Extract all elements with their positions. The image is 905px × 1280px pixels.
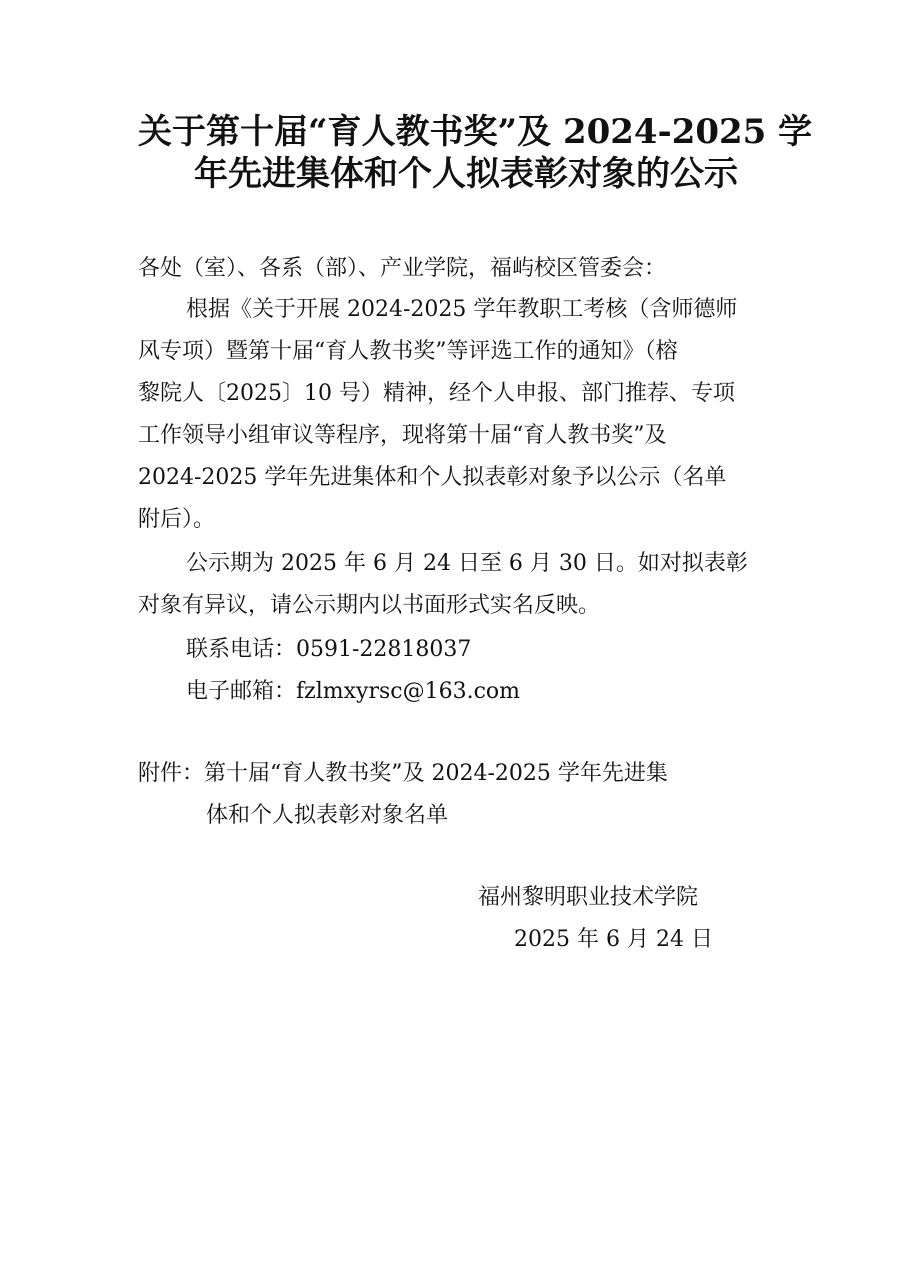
- body-line: 黎院人〔2025〕10 号）精神，经个人申报、部门推荐、专项: [138, 381, 735, 406]
- document-title-line-1: 关于第十届“育人教书奖”及 2024-2025 学: [138, 112, 813, 152]
- body-line: 工作领导小组审议等程序，现将第十届“育人教书奖”及: [138, 423, 667, 448]
- body-line: 2024-2025 学年先进集体和个人拟表彰对象予以公示（名单: [138, 465, 727, 490]
- contact-email: 电子邮箱：fzlmxyrsc@163.com: [186, 679, 521, 704]
- attachment-line-1: 附件：第十届“育人教书奖”及 2024-2025 学年先进集: [138, 761, 668, 786]
- salutation: 各处（室）、各系（部）、产业学院，福屿校区管委会：: [138, 256, 667, 281]
- attachment-line-2: 体和个人拟表彰对象名单: [206, 803, 449, 828]
- period-line: 公示期为 2025 年 6 月 24 日至 6 月 30 日。如对拟表彰: [186, 551, 748, 576]
- period-line: 对象有异议，请公示期内以书面形式实名反映。: [138, 593, 601, 618]
- issuer-name: 福州黎明职业技术学院: [478, 885, 699, 910]
- contact-phone: 联系电话：0591-22818037: [186, 637, 472, 662]
- body-line: 根据《关于开展 2024-2025 学年教职工考核（含师德师: [186, 297, 738, 322]
- body-line: 风专项）暨第十届“育人教书奖”等评选工作的通知》（榕: [138, 339, 678, 364]
- document-title-line-2: 年先进集体和个人拟表彰对象的公示: [194, 154, 738, 194]
- issue-date: 2025 年 6 月 24 日: [514, 927, 713, 952]
- body-line: 附后）。: [138, 507, 216, 532]
